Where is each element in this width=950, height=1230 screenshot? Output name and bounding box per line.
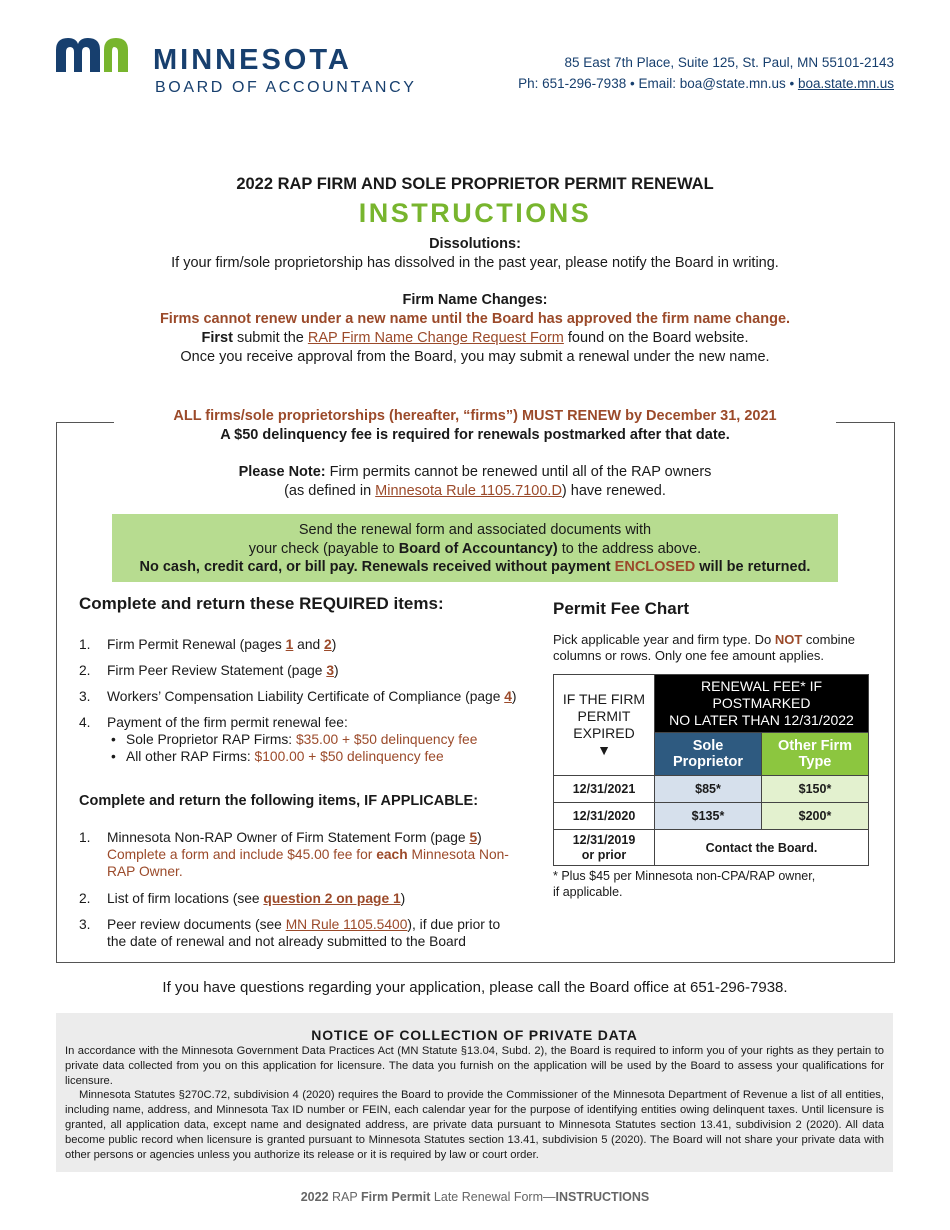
down-arrow-icon: ▼	[597, 742, 611, 758]
fee-footnote	[553, 868, 815, 900]
name-change-form-link[interactable]: RAP Firm Name Change Request Form	[307, 330, 564, 346]
req1-and: and	[293, 637, 325, 652]
table-row	[554, 776, 869, 803]
opt1-note-post: Minnesota Non-	[407, 847, 509, 862]
opt-item-1-note	[107, 846, 509, 863]
req3-text: Workers’ Compensation Liability Certificate of Compliance (page	[107, 689, 505, 704]
rule-5400-link[interactable]: MN Rule 1105.5400	[285, 917, 408, 932]
note-pre: (as defined in	[284, 483, 376, 499]
footer-bold2: INSTRUCTIONS	[555, 1190, 650, 1204]
fee-desc-line2: columns or rows. Only one fee amount applies.	[553, 648, 824, 663]
first-label: First	[201, 330, 233, 346]
sole-proprietor-header	[655, 732, 762, 775]
req2-text: Firm Peer Review Statement (page	[107, 663, 327, 678]
sole-h2: Proprietor	[672, 753, 744, 770]
footer-t2: Late Renewal Form—	[430, 1190, 556, 1204]
req-bullet-2	[126, 748, 444, 765]
row-date: 12/31/2021	[554, 776, 655, 803]
opt-num-2: 2.	[79, 891, 91, 906]
contact-board-cell: Contact the Board.	[655, 830, 869, 866]
note-label: Please Note:	[238, 464, 326, 480]
bullet1-fee: $35.00 + $50 delinquency fee	[295, 732, 478, 747]
last-date-1: 12/31/2019	[572, 832, 636, 847]
sole-h1: Sole	[692, 737, 724, 754]
website-link[interactable]: boa.state.mn.us	[797, 76, 894, 91]
required-heading: Complete and return these REQUIRED items:	[79, 594, 444, 613]
minnesota-logo-icon	[56, 36, 138, 72]
renewal-fee-header	[655, 675, 869, 733]
other-h1: Other Firm	[777, 737, 853, 754]
req-num-1: 1.	[79, 637, 91, 652]
privacy-notice-title: NOTICE OF COLLECTION OF PRIVATE DATA	[311, 1027, 638, 1043]
row-other-fee: $200*	[762, 803, 869, 830]
renewal-h3: NO LATER THAN 12/31/2022	[669, 711, 854, 728]
req-item-1	[107, 636, 336, 653]
payment-line3	[0, 558, 950, 577]
req1-post: )	[331, 637, 337, 652]
req-item-2	[107, 662, 339, 679]
bullet-icon: •	[111, 749, 116, 764]
opt1-post: )	[477, 830, 482, 845]
payment-line2-pre: your check (payable to	[248, 541, 399, 557]
req2-post: )	[334, 663, 339, 678]
fee-table	[553, 674, 869, 866]
opt-item-3	[107, 916, 500, 933]
bullet2-label: All other RAP Firms:	[126, 749, 255, 764]
fee-chart-description	[553, 632, 873, 664]
req-num-4: 4.	[79, 715, 91, 730]
footer	[0, 1190, 950, 1204]
page-2-link[interactable]: 2	[324, 637, 332, 652]
opt1-note-pre: Complete a form and include $45.00 fee for	[107, 847, 377, 862]
dissolutions-text: If your firm/sole proprietorship has dissolved in the past year, please notify the Board in writing.	[171, 255, 779, 271]
table-row	[554, 830, 869, 866]
contact-block	[518, 52, 894, 94]
org-subtitle: BOARD OF ACCOUNTANCY	[155, 79, 417, 96]
payee: Board of Accountancy)	[398, 541, 558, 557]
req-num-2: 2.	[79, 663, 91, 678]
opt1-pre: Minnesota Non-RAP Owner of Firm Statement Form (page	[107, 830, 470, 845]
bullet-icon: •	[111, 732, 116, 747]
opt-item-1-note-line2: RAP Owner.	[107, 864, 183, 879]
note-text: Firm permits cannot be renewed until all of the RAP owners	[325, 464, 712, 480]
other-firm-header	[762, 732, 869, 775]
footnote-line1: * Plus $45 per Minnesota non-CPA/RAP owner,	[553, 869, 816, 883]
req3-post: )	[511, 689, 517, 704]
bullet1-label: Sole Proprietor RAP Firms:	[126, 732, 296, 747]
page-subtitle: INSTRUCTIONS	[358, 198, 592, 228]
question-2-link[interactable]: question 2 on page 1	[263, 891, 401, 906]
rule-7100-link[interactable]: Minnesota Rule 1105.7100.D	[375, 483, 562, 499]
expired-header	[554, 675, 655, 776]
address: 85 East 7th Place, Suite 125, St. Paul, MN 55101-2143	[564, 55, 894, 70]
phone-email: Ph: 651-296-7938 • Email: boa@state.mn.us •	[518, 76, 798, 91]
submit-post: found on the Board website.	[563, 330, 749, 346]
page-title: 2022 RAP FIRM AND SOLE PROPRIETOR PERMIT RENEWAL	[236, 175, 714, 193]
req1-pre: Firm Permit Renewal (pages	[107, 637, 286, 652]
opt3-post: ), if due prior to	[407, 917, 501, 932]
opt-item-1	[107, 829, 482, 846]
row-other-fee: $150*	[762, 776, 869, 803]
privacy-notice-p2: Minnesota Statutes §270C.72, subdivision 4 (2020) requires the Board to provide the Commissioner of the Minnesota Department of Revenue a list of all entities, including name, address, and Minnesota Tax ID number or FEIN, each calendar year for the purpose of identifying entities owing delinquent taxes. Until licensure is granted, all application data, except name and designated address, are private data pursuant to Minnesota Statutes section 13.41, subdivision 2 (2020). All data become public record when licensure is granted pursuant to Minnesota Statutes section 13.41, subdivision 5 (2020). The Board will not share your private data with other persons or agencies unless you authorize its release or it is required by law or court order.	[65, 1089, 884, 1161]
fee-chart-heading: Permit Fee Chart	[553, 599, 690, 618]
please-note	[0, 463, 950, 482]
optional-heading: Complete and return the following items, IF APPLICABLE:	[79, 793, 479, 809]
row-date	[554, 830, 655, 866]
page-1-link[interactable]: 1	[285, 637, 294, 652]
note-post: ) have renewed.	[561, 483, 666, 499]
payment-line3-post: will be returned.	[695, 559, 811, 575]
req-item-3	[107, 688, 517, 705]
row-sole-fee: $85*	[655, 776, 762, 803]
privacy-notice-p1: In accordance with the Minnesota Government Data Practices Act (MN Statute §13.04, Subd. 2), the Board is required to inform you of your rights as they pertain to private data collected from you on this application for licensure. The data you furnish on the application will be used by the Board to assess your qualifications for licensure.	[65, 1045, 884, 1087]
opt2-pre: List of firm locations (see	[107, 891, 264, 906]
page-4-link[interactable]: 4	[504, 689, 512, 704]
expired-h2: PERMIT	[577, 708, 631, 724]
payment-line1: Send the renewal form and associated documents with	[298, 522, 652, 538]
req-num-3: 3.	[79, 689, 91, 704]
last-date-2: or prior	[581, 847, 627, 862]
fee-desc-pre: Pick applicable year and firm type. Do	[553, 632, 775, 647]
fee-desc-not: NOT	[774, 632, 803, 647]
bullet2-fee: $100.00 + $50 delinquency fee	[254, 749, 444, 764]
payment-line3-pre: No cash, credit card, or bill pay. Renewals received without payment	[139, 559, 615, 575]
name-change-first	[0, 329, 950, 348]
note-rule	[0, 482, 950, 501]
renewal-h2: POSTMARKED	[712, 694, 811, 711]
expired-h3: EXPIRED	[573, 725, 635, 741]
req-item-4: Payment of the firm permit renewal fee:	[107, 715, 348, 730]
name-change-approval: Once you receive approval from the Board, you may submit a renewal under the new name.	[180, 349, 770, 365]
row-sole-fee: $135*	[655, 803, 762, 830]
enclosed-word: ENCLOSED	[614, 559, 696, 575]
opt-item-2	[107, 890, 405, 907]
opt2-post: )	[400, 891, 406, 906]
other-h2: Type	[798, 753, 832, 770]
org-name: MINNESOTA	[153, 44, 352, 76]
footnote-line2: if applicable.	[553, 885, 623, 899]
must-renew-deadline: ALL firms/sole proprietorships (hereafter, “firms”) MUST RENEW by December 31, 2021	[173, 408, 777, 424]
opt1-note-each: each	[376, 847, 408, 862]
opt-item-3-line2: the date of renewal and not already submitted to the Board	[107, 934, 466, 949]
page-3-link[interactable]: 3	[326, 663, 334, 678]
fee-desc-post: combine	[802, 632, 856, 647]
submit-pre: submit the	[232, 330, 308, 346]
delinquency-fee-notice: A $50 delinquency fee is required for renewals postmarked after that date.	[220, 427, 730, 443]
payment-line2	[0, 540, 950, 559]
name-changes-heading: Firm Name Changes:	[402, 292, 548, 308]
dissolutions-heading: Dissolutions:	[429, 236, 521, 252]
questions-line: If you have questions regarding your application, please call the Board office at 651-296-7938.	[162, 979, 788, 996]
row-date: 12/31/2020	[554, 803, 655, 830]
page-5-link[interactable]: 5	[469, 830, 478, 845]
expired-h1: IF THE FIRM	[562, 691, 646, 707]
renewal-h1: RENEWAL FEE* IF	[700, 677, 823, 694]
table-row	[554, 803, 869, 830]
name-change-warning: Firms cannot renew under a new name until the Board has approved the firm name change.	[159, 311, 791, 327]
footer-year: 2022	[300, 1190, 329, 1204]
opt-num-3: 3.	[79, 917, 91, 932]
opt3-pre: Peer review documents (see	[107, 917, 286, 932]
req-bullet-1	[126, 731, 477, 748]
payment-line2-post: to the address above.	[557, 541, 702, 557]
opt-num-1: 1.	[79, 830, 91, 845]
footer-bold1: Firm Permit	[360, 1190, 431, 1204]
footer-t1: RAP	[328, 1190, 361, 1204]
